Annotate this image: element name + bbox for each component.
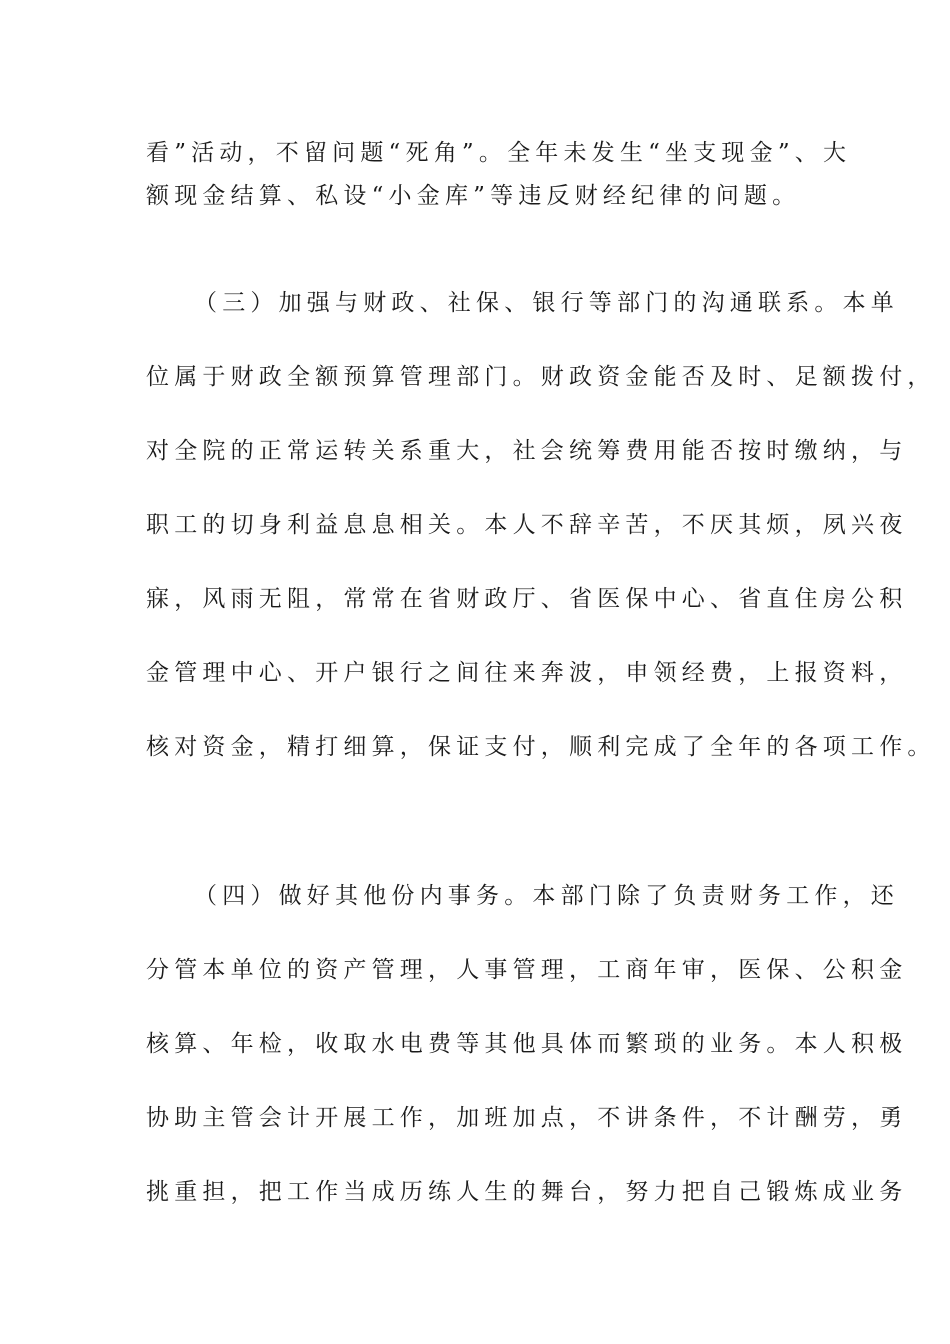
text-line-11: 分管本单位的资产管理，人事管理，工商年审，医保、公积金 — [146, 957, 908, 983]
text-line-9: 核对资金，精打细算，保证支付，顺利完成了全年的各项工作。 — [146, 734, 936, 760]
text-line-14: 挑重担，把工作当成历练人生的舞台，努力把自己锻炼成业务 — [146, 1179, 908, 1205]
paragraph-4-heading-line: （四）做好其他份内事务。本部门除了负责财务工作，还 — [194, 883, 899, 909]
paragraph-3-heading-line: （三）加强与财政、社保、银行等部门的沟通联系。本单 — [194, 290, 899, 316]
text-line-6: 职工的切身利益息息相关。本人不辞辛苦，不厌其烦，夙兴夜 — [146, 512, 908, 538]
text-line-13: 协助主管会计开展工作，加班加点，不讲条件，不计酬劳，勇 — [146, 1105, 908, 1131]
text-line-7: 寐，风雨无阻，常常在省财政厅、省医保中心、省直住房公积 — [146, 586, 908, 612]
text-line-1: 看”活动，不留问题“死角”。全年未发生“坐支现金”、大 — [146, 140, 852, 166]
text-line-12: 核算、年检，收取水电费等其他具体而繁琐的业务。本人积极 — [146, 1031, 908, 1057]
text-line-2: 额现金结算、私设“小金库”等违反财经纪律的问题。 — [146, 183, 801, 209]
text-line-8: 金管理中心、开户银行之间往来奔波，申领经费，上报资料， — [146, 660, 908, 686]
text-line-5: 对全院的正常运转关系重大，社会统筹费用能否按时缴纳，与 — [146, 438, 908, 464]
text-line-4: 位属于财政全额预算管理部门。财政资金能否及时、足额拨付， — [146, 364, 936, 390]
